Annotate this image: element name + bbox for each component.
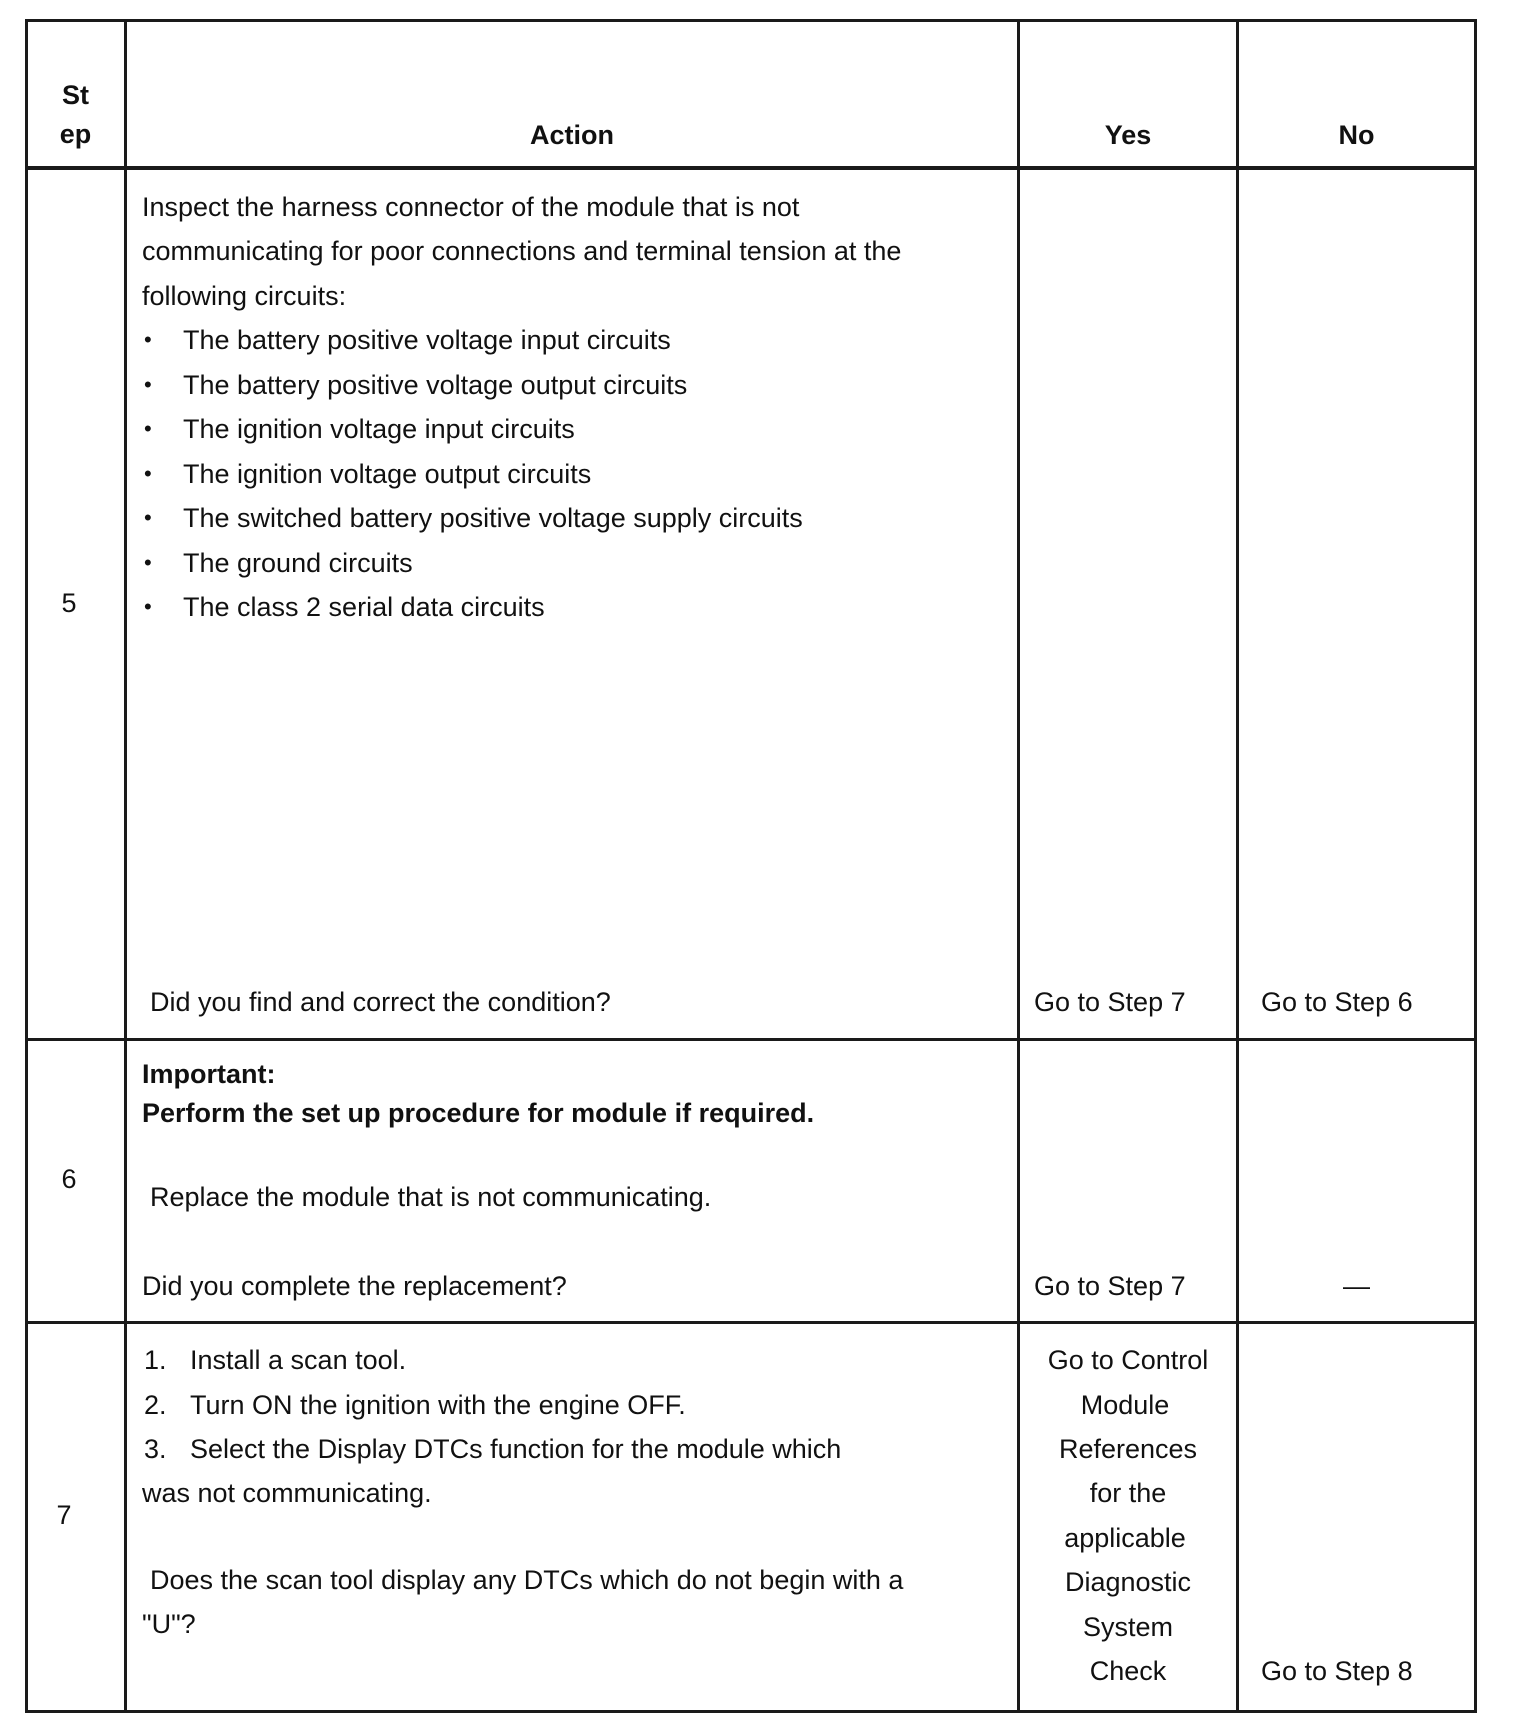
- yes-line: Module: [1080, 1390, 1170, 1420]
- header-step-line2: ep: [59, 119, 92, 149]
- intro-line: following circuits:: [142, 281, 347, 311]
- table-border-top: [25, 19, 1477, 22]
- question: Did you complete the replacement?: [142, 1271, 567, 1301]
- no-answer: Go to Step 6: [1261, 987, 1413, 1017]
- intro-line: communicating for poor connections and terminal tension at the: [142, 236, 902, 266]
- list-item: The switched battery positive voltage supply circuits: [183, 503, 803, 533]
- list-number: 2.: [144, 1390, 167, 1420]
- table-border-bottom: [25, 1710, 1477, 1713]
- list-item: The ignition voltage output circuits: [183, 459, 592, 489]
- yes-line: Diagnostic: [1064, 1567, 1192, 1597]
- bullet-icon: •: [144, 327, 152, 352]
- step-number: 7: [56, 1500, 72, 1530]
- bullet-icon: •: [144, 594, 152, 619]
- important-label: Important:: [142, 1059, 276, 1089]
- list-item: The ground circuits: [183, 548, 413, 578]
- col-divider-yes-no: [1236, 19, 1239, 1713]
- header-action: Action: [530, 120, 614, 150]
- header-step: [27, 80, 124, 149]
- list-item: The class 2 serial data circuits: [183, 592, 545, 622]
- step-number: 6: [61, 1164, 77, 1194]
- yes-line: for the: [1089, 1478, 1167, 1508]
- bullet-icon: •: [144, 372, 152, 397]
- no-answer: Go to Step 8: [1261, 1656, 1413, 1686]
- list-continuation: was not communicating.: [142, 1478, 432, 1508]
- question: "U"?: [142, 1609, 196, 1639]
- list-item: Install a scan tool.: [190, 1345, 407, 1375]
- no-answer: —: [1343, 1271, 1370, 1301]
- bullet-icon: •: [144, 461, 152, 486]
- yes-answer: Go to Step 7: [1034, 987, 1186, 1017]
- header-step-line1: St: [62, 80, 89, 110]
- bullet-icon: •: [144, 416, 152, 441]
- list-item: Select the Display DTCs function for the module which: [190, 1434, 842, 1464]
- step-number: 5: [61, 588, 77, 618]
- row-divider-6-7: [25, 1321, 1477, 1324]
- yes-line: Go to Control: [1047, 1345, 1209, 1375]
- intro-line: Inspect the harness connector of the module that is not: [142, 192, 800, 222]
- list-item: The battery positive voltage input circuits: [183, 325, 671, 355]
- list-item: The ignition voltage input circuits: [183, 414, 575, 444]
- yes-line: System: [1082, 1612, 1174, 1642]
- list-item: Turn ON the ignition with the engine OFF.: [190, 1390, 686, 1420]
- list-number: 1.: [144, 1345, 167, 1375]
- yes-line: applicable: [1064, 1523, 1186, 1553]
- bullet-icon: •: [144, 550, 152, 575]
- table-border-right: [1474, 19, 1477, 1713]
- list-item: The battery positive voltage output circuits: [183, 370, 688, 400]
- yes-line: Check: [1089, 1656, 1167, 1686]
- question: Did you find and correct the condition?: [150, 987, 611, 1017]
- header-no: No: [1338, 120, 1375, 150]
- header-divider: [25, 166, 1477, 170]
- list-number: 3.: [144, 1434, 167, 1464]
- header-yes: Yes: [1104, 120, 1152, 150]
- table-border-left: [25, 19, 28, 1713]
- row-divider-5-6: [25, 1038, 1477, 1041]
- yes-answer: Go to Step 7: [1034, 1271, 1186, 1301]
- instruction: Replace the module that is not communicating.: [150, 1182, 712, 1212]
- important-text: Perform the set up procedure for module if required.: [142, 1098, 815, 1128]
- yes-line: References: [1058, 1434, 1198, 1464]
- col-divider-step-action: [124, 19, 127, 1713]
- question: Does the scan tool display any DTCs which do not begin with a: [150, 1565, 904, 1595]
- bullet-icon: •: [144, 505, 152, 530]
